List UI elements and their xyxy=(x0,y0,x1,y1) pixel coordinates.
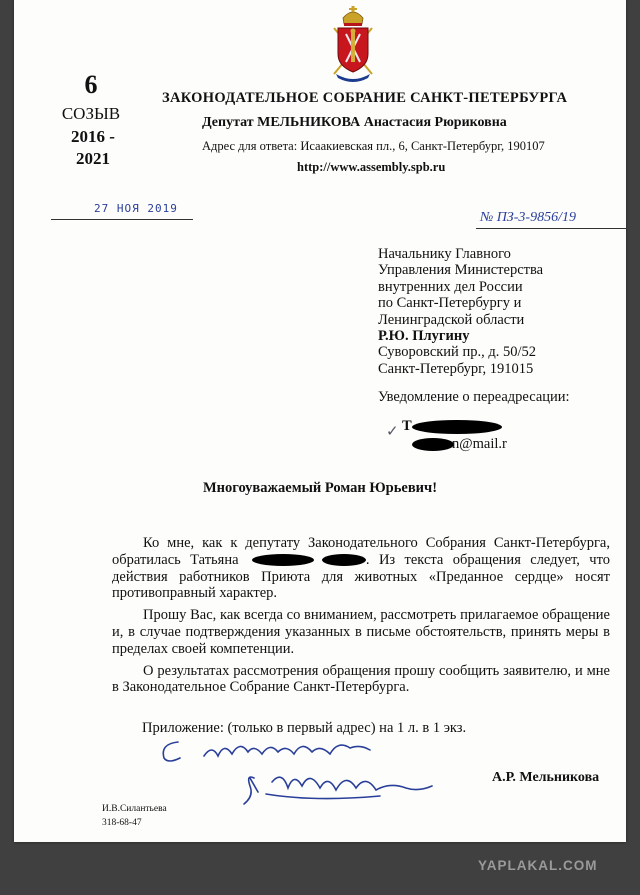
signer-name: А.Р. Мельникова xyxy=(492,770,600,785)
convocation-number: 6 xyxy=(84,70,98,99)
body-paragraph-1 xyxy=(112,535,610,602)
assembly-url: http://www.assembly.spb.ru xyxy=(297,160,446,174)
recipient-line: Управления Министерства xyxy=(378,262,544,279)
convocation-years-line1: 2016 - xyxy=(71,127,115,146)
check-mark-icon: ✓ xyxy=(386,424,399,440)
recipient-block xyxy=(378,246,543,377)
recipient-line: Ленинградской области xyxy=(378,311,525,328)
redirect-notice-label: Уведомление о переадресации: xyxy=(378,389,570,405)
attachment-note: Приложение: (только в первый адрес) на 1 л. в 1 экз. xyxy=(142,720,467,736)
convocation-years xyxy=(58,126,128,170)
body-paragraph-2: Прошу Вас, как всегда со вниманием, рассмотреть прилагаемое обращение и, в случае подтверждения указанных в письме обстоятельств, принять меры в пределах своей компетенции. xyxy=(112,607,610,657)
organization-name: ЗАКОНОДАТЕЛЬНОЕ СОБРАНИЕ САНКТ-ПЕТЕРБУРГА xyxy=(162,90,568,106)
regno-underline xyxy=(476,228,626,229)
redacted-surname xyxy=(248,554,366,566)
salutation: Многоуважаемый Роман Юрьевич! xyxy=(202,480,438,496)
date-underline xyxy=(51,219,193,220)
recipient-address-line: Санкт-Петербург, 191015 xyxy=(378,360,534,377)
body-p1-start: Ко мне, как к депутату Законодательного Собрания Санкт-Петербурга, обратилась Татьяна xyxy=(112,535,610,568)
body-p1-end: . Из текста обращения следует, что действия работников Приюта для животных «Преданное сердце» носят противоправный характер. xyxy=(112,551,610,602)
letter-page xyxy=(14,0,626,842)
reply-address: Адрес для ответа: Исаакиевская пл., 6, Санкт-Петербург, 190107 xyxy=(202,139,545,153)
redaction-mark xyxy=(412,438,454,451)
contact-initial: Т xyxy=(402,418,412,434)
recipient-line: по Санкт-Петербургу и xyxy=(378,295,522,312)
executor-name: И.В.Силантьева xyxy=(102,804,167,814)
date-stamp: 27 НОЯ 2019 xyxy=(94,202,178,215)
deputy-name: Депутат МЕЛЬНИКОВА Анастасия Рюриковна xyxy=(202,115,507,130)
recipient-line: Начальнику Главного xyxy=(378,246,511,262)
handwritten-signature xyxy=(154,730,474,810)
convocation-word: СОЗЫВ xyxy=(61,104,121,123)
executor-phone: 318-68-47 xyxy=(102,818,142,828)
letter-body xyxy=(112,535,610,701)
redacted-contact xyxy=(402,418,632,456)
contact-email: n@mail.r xyxy=(452,436,507,452)
recipient-line: внутренних дел России xyxy=(378,278,523,295)
site-watermark: YAPLAKAL.COM xyxy=(478,858,598,873)
body-paragraph-3: О результатах рассмотрения обращения прошу сообщить заявителю, и мне в Законодательное Собрание Санкт-Петербурга. xyxy=(112,662,610,696)
redaction-mark xyxy=(252,554,314,566)
redaction-mark xyxy=(412,420,502,434)
convocation-years-line2: 2021 xyxy=(76,149,110,168)
recipient-name: Р.Ю. Плугину xyxy=(378,328,470,345)
recipient-address-line: Суворовский пр., д. 50/52 xyxy=(378,344,536,361)
redaction-mark xyxy=(322,554,366,566)
executor-block xyxy=(102,802,167,830)
registration-number: № ПЗ-3-9856/19 xyxy=(480,210,576,225)
coat-of-arms-emblem xyxy=(326,4,380,86)
